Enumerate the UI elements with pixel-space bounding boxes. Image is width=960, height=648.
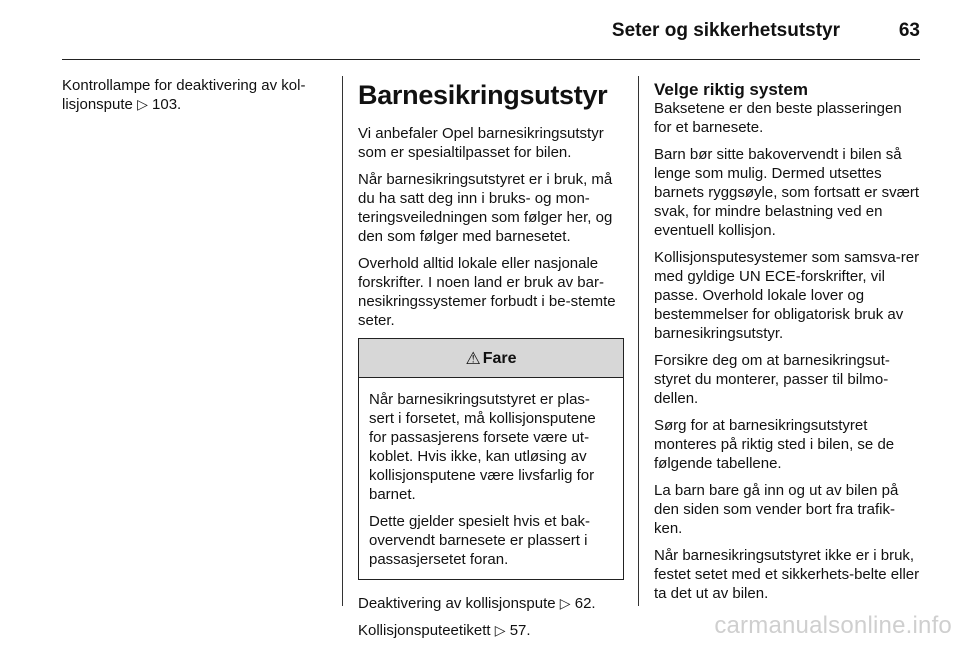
cross-reference: Kollisjonsputeetikett ▷ 57. [358, 622, 531, 639]
page-reference[interactable]: 57. [509, 622, 531, 639]
page-header [62, 14, 920, 58]
cross-reference: Deaktivering av kollisjonspute ▷ 62. [358, 595, 596, 612]
header-divider [62, 59, 920, 60]
warning-triangle-icon: ⚠ [465, 348, 481, 368]
warning-paragraph: Dette gjelder spesielt hvis et bak-overvendt barnesete er plassert i passasjersetet foran. [369, 513, 590, 568]
paragraph: Sørg for at barnesikringsutstyret monteres på riktig sted i bilen, se de følgende tabellene. [654, 417, 895, 472]
page-number: 63 [898, 20, 920, 41]
watermark: carmanualsonline.info [714, 612, 952, 639]
page-reference[interactable]: 62. [574, 595, 596, 612]
column-1 [62, 76, 328, 122]
paragraph: Overhold alltid lokale eller nasjonale forskrifter. I noen land er bruk av bar-nesikringssystemer forbudt i be-stemte seter. [358, 255, 616, 329]
warning-header [359, 339, 623, 378]
warning-box [358, 338, 624, 580]
page-reference-icon: ▷ [494, 622, 506, 638]
paragraph: Vi anbefaler Opel barnesikringsutstyr som er spesialtilpasset for bilen. [358, 125, 604, 161]
warning-body [359, 378, 623, 579]
paragraph: Baksetene er den beste plasseringen for et barnesete. [654, 100, 902, 136]
column-divider-2 [638, 76, 639, 606]
paragraph: Kontrollampe for deaktivering av kol-lisjonspute ▷ 103. [62, 77, 306, 113]
paragraph: Når barnesikringsutstyret ikke er i bruk, festet setet med et sikkerhets-belte eller ta det ut av bilen. [654, 547, 920, 602]
column-2 [358, 76, 624, 648]
paragraph: La barn bare gå inn og ut av bilen på den siden som vender bort fra trafik-ken. [654, 482, 899, 537]
page-title: Seter og sikkerhetsutstyr [611, 20, 840, 41]
paragraph: Når barnesikringsutstyret er i bruk, må du ha satt deg inn i bruks- og mon-teringsveiledningen som følger her, og den som følger med barnesetet. [358, 171, 613, 245]
column-divider-1 [342, 76, 343, 606]
paragraph: Forsikre deg om at barnesikringsut-styret du monterer, passer til bilmo-dellen. [654, 352, 890, 407]
paragraph: Barn bør sitte bakovervendt i bilen så lenge som mulig. Dermed utsettes barnets ryggsøyle, som fortsatt er svært svak, for mindre belastning ved en eventuell kollisjon. [654, 146, 920, 239]
column-3 [654, 76, 922, 611]
section-heading: Barnesikringsutstyr [358, 80, 608, 110]
warning-paragraph: Når barnesikringsutstyret er plas-sert i forsetet, må kollisjonsputene for passasjerens forsete være ut-koblet. Hvis ikke, kan utløsing av kollisjonsputene være livsfarlig for barnet. [369, 391, 596, 503]
page-reference-icon: ▷ [559, 595, 571, 611]
warning-label: Fare [482, 349, 517, 367]
page-reference-icon: ▷ [137, 96, 148, 112]
subsection-heading: Velge riktig system [654, 80, 809, 99]
page-reference[interactable]: 103. [152, 96, 182, 113]
paragraph: Kollisjonsputesystemer som samsva-rer med gyldige UN ECE-forskrifter, vil passe. Overhold lokale lover og bestemmelser for obligatorisk bruk av barnesikringsutstyr. [654, 249, 920, 342]
